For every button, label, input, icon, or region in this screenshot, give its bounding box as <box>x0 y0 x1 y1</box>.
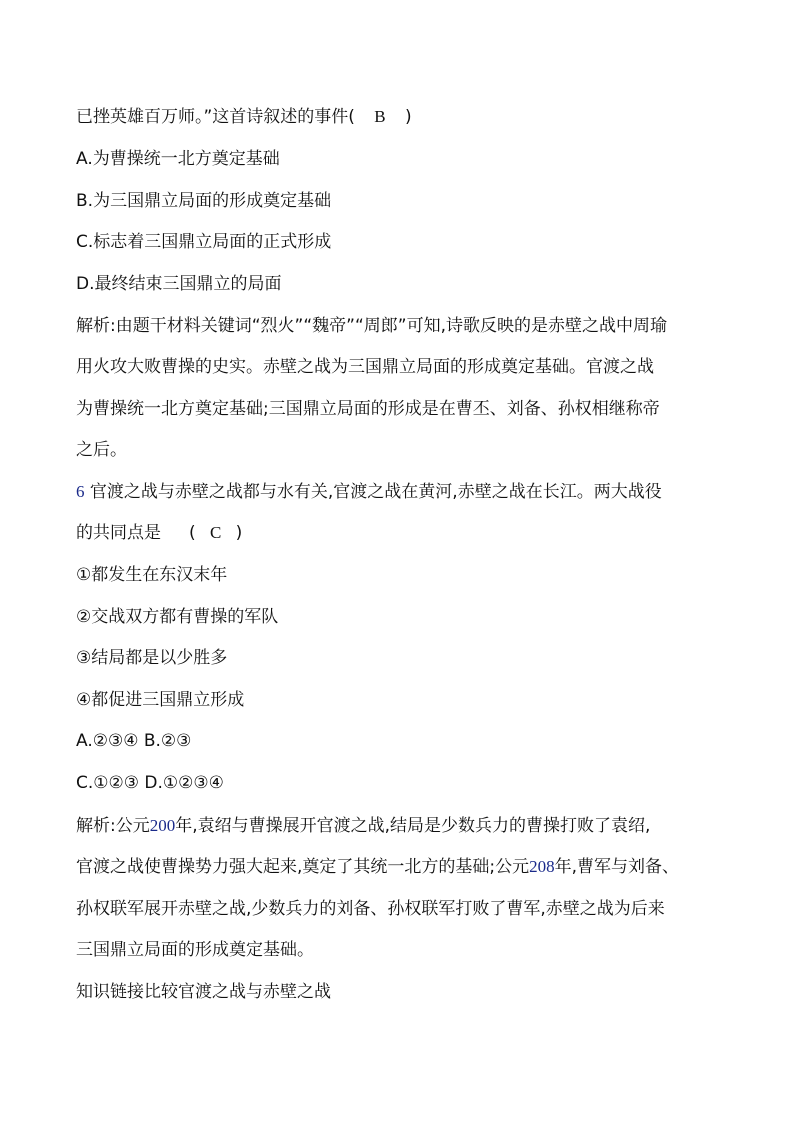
q5-option-d: D.最终结束三国鼎立的局面 <box>76 274 282 294</box>
q5-option-c: C.标志着三国鼎立局面的正式形成 <box>76 232 332 252</box>
q5-analysis-line: 用火攻大败曹操的史实。赤壁之战为三国鼎立局面的形成奠定基础。官渡之战 <box>76 357 654 377</box>
q5-option-a: A.为曹操统一北方奠定基础 <box>76 149 280 169</box>
q6-analysis-year: 200 <box>149 816 176 835</box>
q6-close-paren: ) <box>235 523 243 543</box>
q6-stem-text2: 的共同点是 <box>76 523 161 543</box>
q5-option-b: B.为三国鼎立局面的形成奠定基础 <box>76 191 332 211</box>
q6-analysis-line2 <box>76 856 679 878</box>
q6-analysis-line3: 孙权联军展开赤壁之战,少数兵力的刘备、孙权联军打败了曹军,赤壁之战为后来 <box>76 899 665 919</box>
q6-number: 6 <box>76 482 85 501</box>
q6-analysis-text: 官渡之战使曹操势力强大起来,奠定了其统一北方的基础;公元 <box>76 857 530 877</box>
q5-answer: B <box>374 107 386 126</box>
q6-answer: C <box>209 523 222 542</box>
q6-analysis-year: 208 <box>529 857 555 876</box>
q6-analysis-text: 解析:公元 <box>76 816 150 836</box>
q6-options-row1: A.②③④ B.②③ <box>76 731 192 751</box>
q6-open-paren: ( <box>189 523 196 543</box>
q6-options-row2: C.①②③ D.①②③④ <box>76 773 224 793</box>
q6-analysis-text: 年,袁绍与曹操展开官渡之战,结局是少数兵力的曹操打败了袁绍, <box>175 816 651 836</box>
q6-analysis-text: 年,曹军与刘备、 <box>554 857 680 877</box>
knowledge-link-heading: 知识链接比较官渡之战与赤壁之战 <box>76 982 331 1002</box>
q6-stem-line1 <box>76 481 662 503</box>
q6-stem-text: 官渡之战与赤壁之战都与水有关,官渡之战在黄河,赤壁之战在长江。两大战役 <box>89 482 662 502</box>
q6-analysis-line1 <box>76 815 650 837</box>
q6-statement-4: ④都促进三国鼎立形成 <box>76 690 245 710</box>
q5-stem-text: 已挫英雄百万师。”这首诗叙述的事件( <box>76 107 355 127</box>
q5-close-paren: ) <box>404 107 412 127</box>
q5-analysis-line: 解析:由题干材料关键词“烈火”“魏帝”“周郎”可知,诗歌反映的是赤壁之战中周瑜 <box>76 316 667 336</box>
q6-analysis-line4: 三国鼎立局面的形成奠定基础。 <box>76 940 314 960</box>
q6-statement-2: ②交战双方都有曹操的军队 <box>76 607 279 627</box>
q5-analysis-line: 为曹操统一北方奠定基础;三国鼎立局面的形成是在曹丕、刘备、孙权相继称帝 <box>76 399 660 419</box>
q5-analysis-line: 之后。 <box>76 440 127 460</box>
q6-statement-1: ①都发生在东汉末年 <box>76 565 228 585</box>
q6-stem-line2 <box>76 522 242 544</box>
q6-statement-3: ③结局都是以少胜多 <box>76 648 228 668</box>
q5-stem <box>76 106 412 128</box>
